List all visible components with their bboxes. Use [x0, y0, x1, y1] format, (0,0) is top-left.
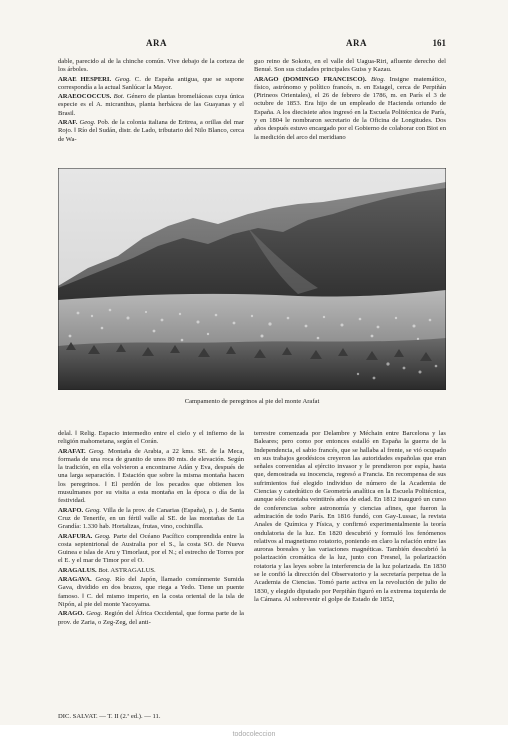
entry-text: delal. ‖ Relig. Espacio intermedio entre el cielo y el infierno de la religión mahometana, según el Corán. [58, 430, 244, 446]
entry-paragraph [58, 533, 244, 566]
entry-paragraph [58, 610, 244, 627]
entry-text: C. de España antigua, que se supone correspondía a la actual Sanlúcar la Mayor. [58, 75, 244, 91]
entry-text: Parte del Océano Pacífico comprendida entre la costa septentrional de Australia por el S., la costa SO. de Nueva Guinea e islas de Aru y Timorlaut, por el N.; el estrecho de Torres por el E. y el mar de Timor por el O. [58, 532, 244, 565]
entry-text: dable, parecido al de la chinche común. Vive debajo de la corteza de los árboles. [58, 58, 244, 74]
page-number: 161 [432, 38, 446, 48]
entry-text: Villa de la prov. de Canarias (España), p. j. de Santa Cruz de Tenerife, en un fértil valle al SE. de las montañas de La Grandía: 1.330 hab. Hortalizas, frutas, vino, cochinilla. [58, 506, 245, 531]
entry-text: terrestre comenzada por Delambre y Méchain entre Barcelona y las Baleares; pero como por entonces estalló en España la guerra de la Independencia, el sabio francés, que se hallaba al frente, se vió ocupado en sus trabajos geodésicos creyeron las autoridades españolas que eran señales convenidas al ejército invasor y le prendieron por espía, hasta que, demostrada su inocencia, regresó a Francia. En recompensa de sus sufrimientos fué elegido individuo de número de la Academia de Ciencias y catedrático de Geometría analítica en la Escuela Politécnica, aunque sólo contaba veintitrés años de edad. En 1812 inauguró un curso de conferencias sobre astronomía y ciencias afines, que fueron la admiración de todo París. En 1816 fundó, con Gay-Lussac, la revista Anales de Química y Física, y confirmó experimentalmente la teoría ondulatoria de la luz. En 1820 descubrió y formuló los fenómenos relativos al magnetismo rotatorio, poniendo en claro la relación entre las auroras boreales y las variaciones magnéticas. También descubrió la polarización cromática de la luz, junto con Fresnel, la polarización rotatoria y las leyes sobre la interferencia de la luz polarizada. En 1830 se le confió la dirección del Observatorio y la secretaría perpetua de la Academia de Ciencias. Tomó parte activa en la revolución de julio de 1830, y elegido diputado por Perpiñán figuró en la extrema izquierda de la Cámara. Al sobrevenir el golpe de Estado de 1852, [254, 430, 446, 603]
entry-field-abbrev: Geog. [95, 576, 112, 584]
entry-text: Género de plantas bromeliáceas cuya única especie es el A. micranthus, planta herbácea de las Guayanas y el Brasil. [58, 93, 244, 117]
entry-field-abbrev: Geog. [115, 75, 131, 83]
entry-headword: ARAEOCOCCUS. [58, 93, 112, 101]
entry-field-abbrev: Geog. [79, 119, 96, 127]
entry-text: Pob. de la colonia italiana de Eritrea, a orillas del mar Rojo. ‖ Río del Sudán, distr. de Lado, tributario del Nilo Blanco, cerca de Wa- [58, 119, 244, 143]
entry-paragraph [254, 58, 446, 75]
entry-headword: ARAGAVA. [58, 576, 92, 584]
entry-field-abbrev: Geog. [88, 447, 105, 455]
running-head-left: ARA [146, 38, 167, 48]
entry-text: ASTRAGALUS. [110, 566, 156, 574]
entry-text: Río del Japón, llamado comúnmente Sumida Gava, dividido en dos brazos, que riega a Yedo. Tiene un puente famoso. ‖ C. del mismo imperio, en la costa oriental de la isla de Nipón, al pie del monte Yacoyama. [58, 576, 244, 608]
landscape-photo [58, 168, 446, 390]
entry-paragraph [58, 58, 244, 75]
entry-text: Región del África Occidental, que forma parte de la prov. de Zaria, o Zeg-Zeg, del anti- [58, 610, 244, 626]
entry-headword: ARAGALUS. [58, 566, 97, 574]
footer-signature: DIC. SALVAT. — T. II (2.ª ed.). — 11. [58, 713, 161, 720]
entry-headword: ARAGO (DOMINGO FRANCISCO). [254, 75, 367, 83]
entry-field-abbrev: Biog. [371, 75, 386, 83]
entry-paragraph [254, 430, 446, 604]
entry-field-abbrev: Geog. [86, 610, 103, 618]
entry-paragraph [58, 576, 244, 609]
running-head-right: ARA [346, 38, 367, 48]
entry-field-abbrev: Geog. [85, 506, 102, 514]
photo-arafat-camp [58, 168, 446, 390]
entry-headword: ARAFO. [58, 506, 84, 514]
entry-text: Insigne matemático, físico, astrónomo y político francés, n. en Estagel, cerca de Perpiñán (Pirineos Orientales), el 26 de febrero de 1786, m. en París el 3 de octubre de 1853. Era hijo de un empleado de Hacienda oriundo de España. A los diecisiete años ingresó en la Escuela Politécnica de París, y en 1804 le nombraron secretario de la Oficina de Longitudes. Dos años después estuvo encargado por el Gobierno de colaborar con Biot en la medición del arco del meridiano [254, 75, 446, 141]
entry-text: Montaña de Arabia, a 22 kms. SE. de la Meca, formada de una roca de granito de unos 80 mts. de elevación. Según la tradición, en ella volvieron a encontrarse Adán y Eva, después de una larga separación. ‖ Estación que sobre la misma montaña hacen los peregrinos. ‖ El perdón de los pecados que obtienen los musulmanes por su visita a esta montaña en la época o día de la festividad. [58, 447, 245, 505]
entry-paragraph [58, 93, 244, 118]
entry-paragraph [58, 507, 244, 532]
entry-paragraph [58, 430, 244, 447]
page-footer [58, 713, 244, 721]
column-left-bottom [58, 430, 244, 628]
photo-caption: Campamento de peregrinos al pie del monte Arafat [184, 398, 320, 405]
watermark-text: todocoleccion [232, 731, 276, 738]
column-right-bottom [254, 430, 446, 605]
entry-text: guo reino de Sokoto, en el valle del Uagua-Riri, afluente derecho del Benué. Son sus ciudades principales Guiss y Kazau. [254, 58, 446, 74]
entry-paragraph [58, 448, 244, 506]
entry-headword: ARAE HESPERI. [58, 75, 112, 83]
entry-headword: ARAFAT. [58, 447, 86, 455]
entry-paragraph [254, 76, 446, 142]
entry-field-abbrev: Geog. [94, 532, 111, 540]
entry-paragraph [58, 567, 244, 575]
entry-paragraph [58, 76, 244, 93]
page-header [58, 38, 446, 52]
entry-field-abbrev: Bot. [98, 566, 110, 574]
entry-field-abbrev: Bot. [113, 93, 125, 101]
entry-headword: ARAGO. [58, 610, 85, 618]
entry-paragraph [58, 119, 244, 144]
column-right-top [254, 58, 446, 143]
column-left-top [58, 58, 244, 145]
entry-headword: ARAFURA. [58, 532, 93, 540]
entry-headword: ARAF. [58, 119, 78, 127]
